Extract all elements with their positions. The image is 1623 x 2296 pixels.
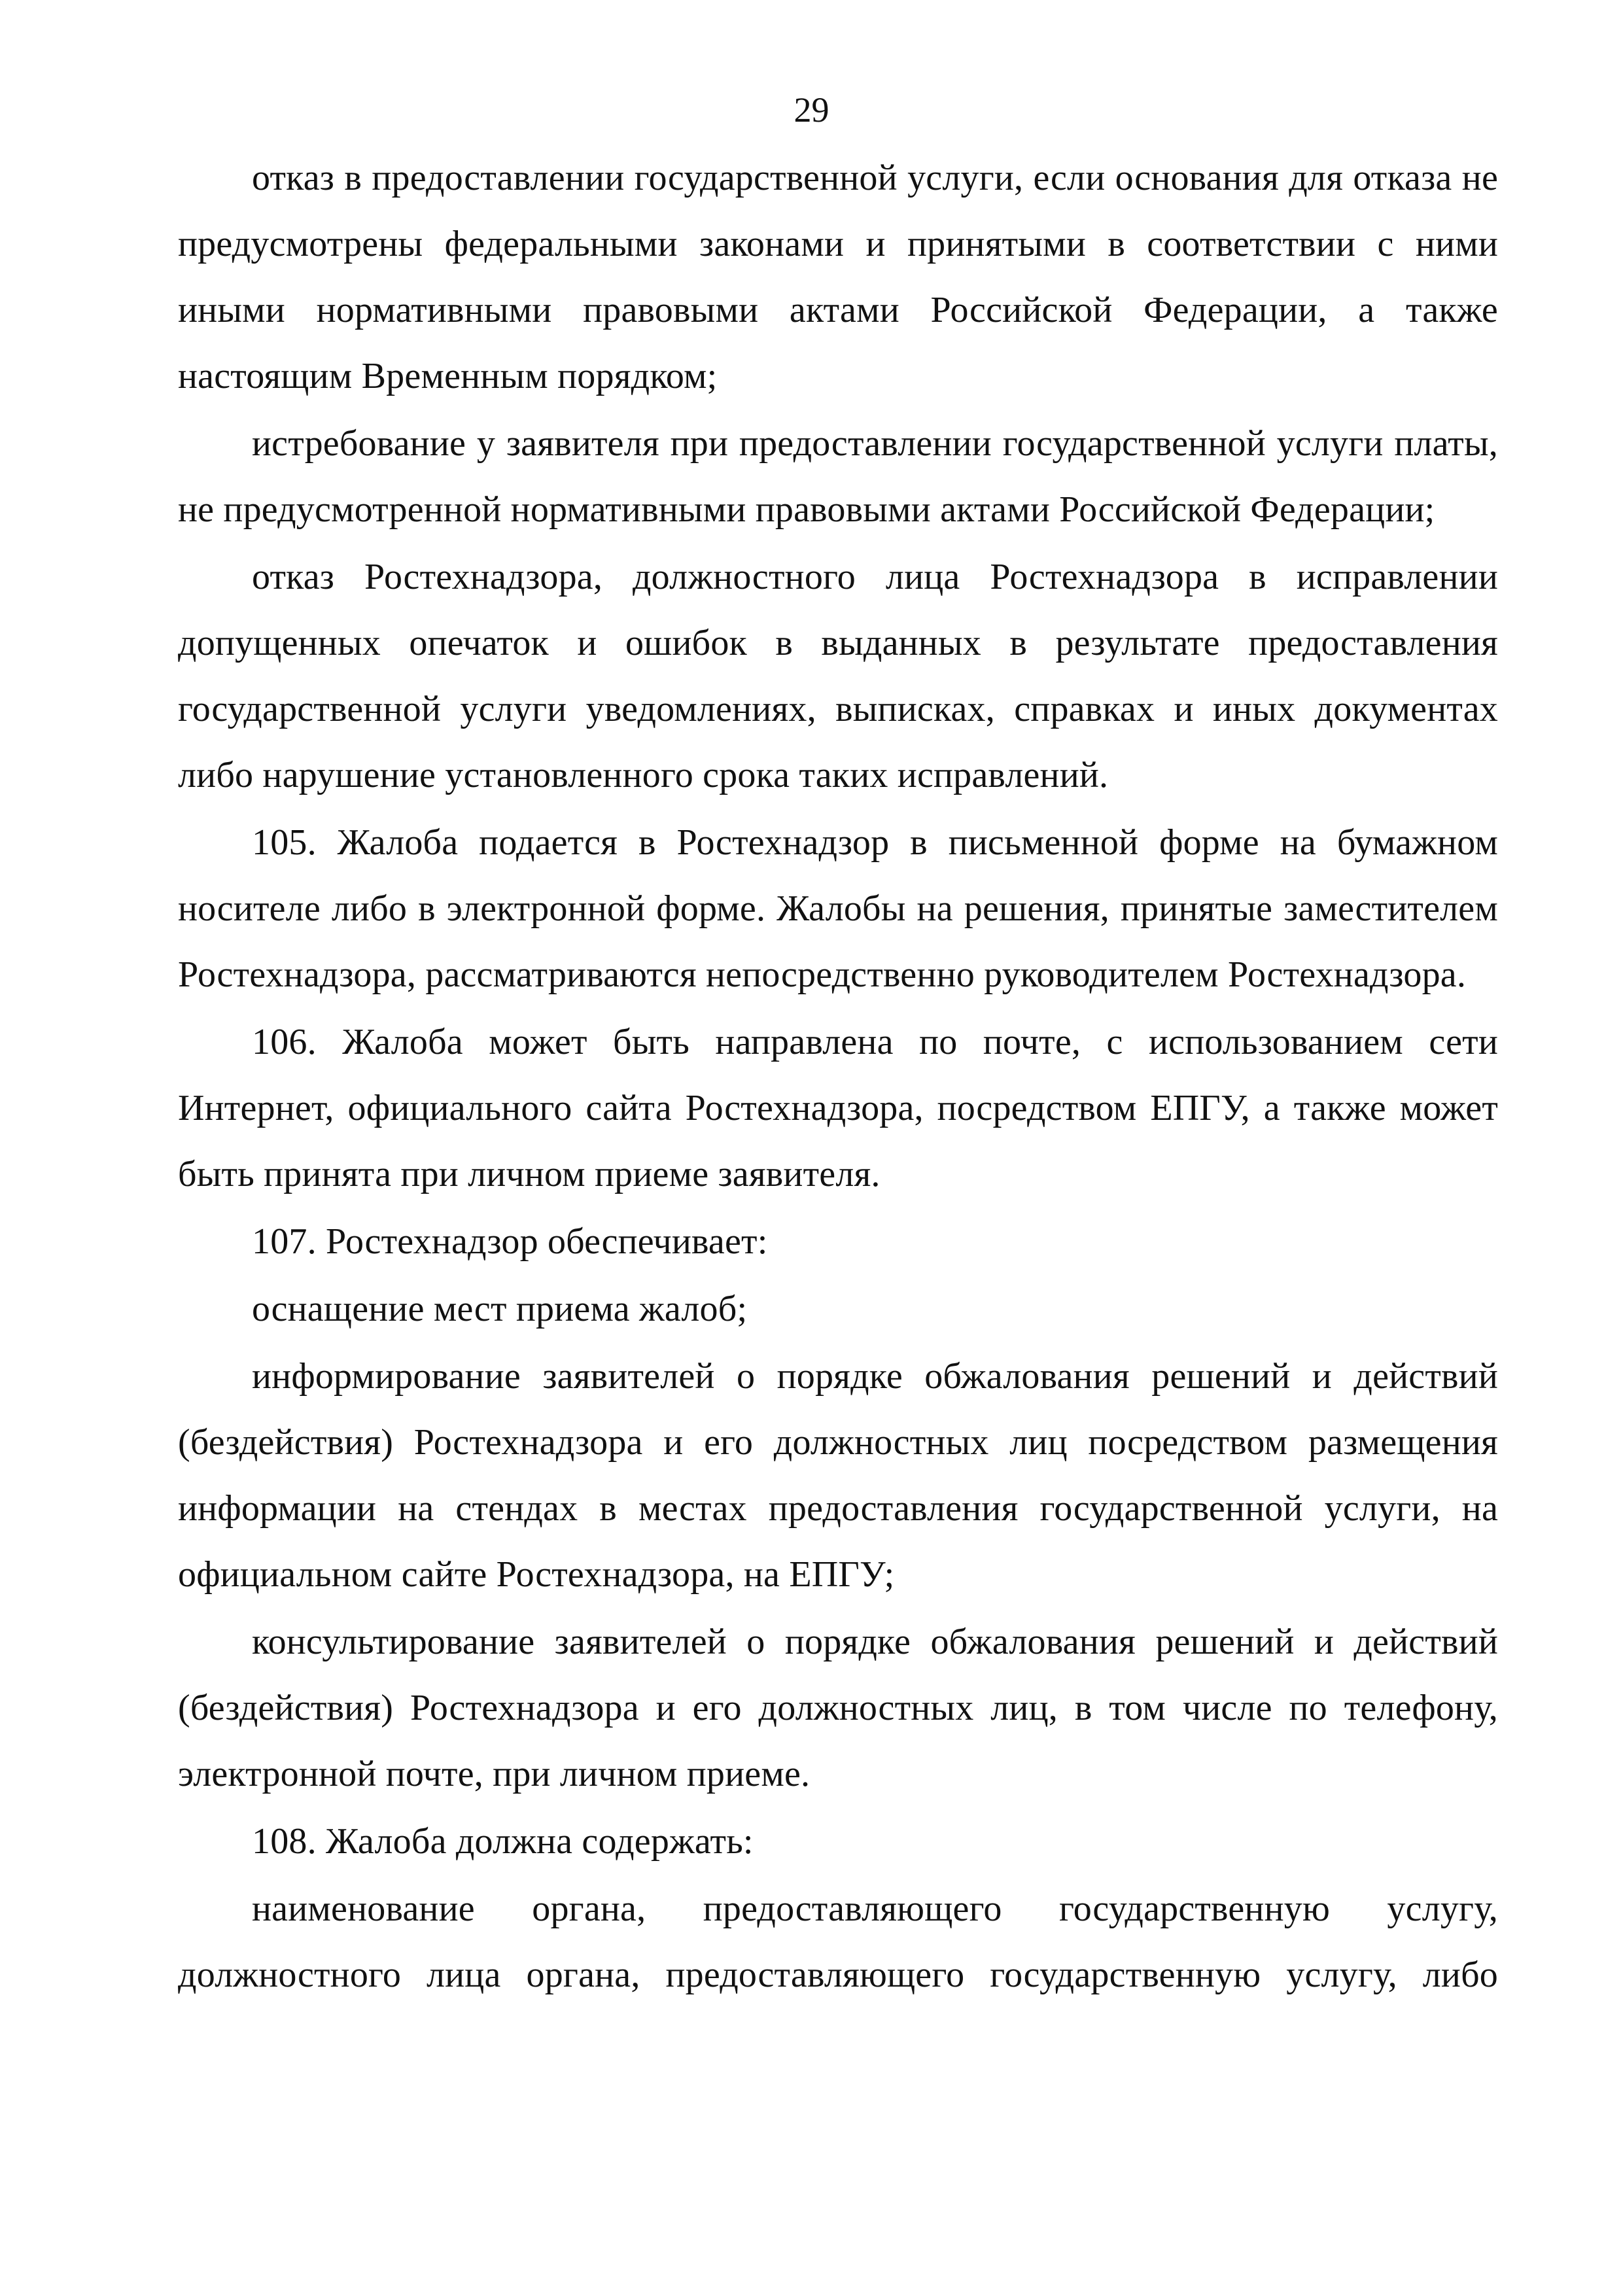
paragraph-correction-refusal: отказ Ростехнадзора, должностного лица Ростехнадзора в исправлении допущенных опечаток и ошибок в выданных в результате предоставления государственной услуги уведомлениях, выписках, справках и иных документах либо нарушение установленного срока таких исправлений.	[178, 557, 1498, 795]
paragraph-108: 108. Жалоба должна содержать:	[252, 1821, 754, 1862]
paragraph-refusal-grounds: отказ в предоставлении государственной услуги, если основания для отказа не предусмотрены федеральными законами и принятыми в соответствии с ними иными нормативными правовыми актами Российской Федерации, а также настоящим Временным порядком;	[178, 158, 1498, 396]
paragraph-107: 107. Ростехнадзор обеспечивает:	[252, 1221, 768, 1262]
paragraph-105: 105. Жалоба подается в Ростехнадзор в письменной форме на бумажном носителе либо в электронной форме. Жалобы на решения, принятые заместителем Ростехнадзора, рассматриваются непосредственно руководителем Ростехнадзора.	[178, 822, 1498, 995]
paragraph-informing: информирование заявителей о порядке обжалования решений и действий (бездействия) Ростехнадзора и его должностных лиц посредством размещения информации на стендах в местах предоставления государственной услуги, на официальном сайте Ростехнадзора, на ЕПГУ;	[178, 1356, 1498, 1595]
paragraph-name-of-body: наименование органа, предоставляющего государственную услугу, должностного лица органа, предоставляющего государственную услугу, либо	[178, 1888, 1498, 1995]
document-body	[178, 145, 1498, 2009]
paragraph-equipment: оснащение мест приема жалоб;	[252, 1289, 748, 1329]
paragraph-106: 106. Жалоба может быть направлена по почте, с использованием сети Интернет, официального сайта Ростехнадзора, посредством ЕПГУ, а также может быть принята при личном приеме заявителя.	[178, 1022, 1498, 1194]
page-number: 29	[794, 90, 829, 130]
paragraph-consulting: консультирование заявителей о порядке обжалования решений и действий (бездействия) Ростехнадзора и его должностных лиц, в том числе по телефону, электронной почте, при личном приеме.	[178, 1622, 1498, 1794]
paragraph-fee-demand: истребование у заявителя при предоставлении государственной услуги платы, не предусмотренной нормативными правовыми актами Российской Федерации;	[178, 423, 1498, 530]
